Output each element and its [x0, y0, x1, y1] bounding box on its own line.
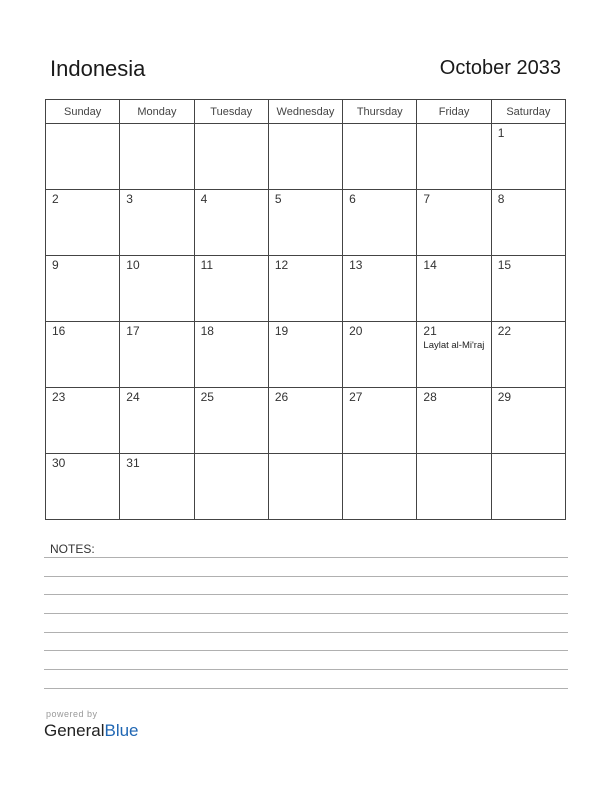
weekday-thursday: Thursday [343, 100, 417, 124]
day-cell [194, 256, 268, 322]
weekday-monday: Monday [120, 100, 194, 124]
day-number: 6 [349, 192, 356, 206]
day-number: 10 [126, 258, 140, 272]
day-number: 13 [349, 258, 363, 272]
note-line [44, 557, 568, 558]
day-number: 14 [423, 258, 437, 272]
day-cell [120, 388, 194, 454]
day-cell [268, 124, 342, 190]
day-cell [46, 388, 120, 454]
country-title: Indonesia [50, 56, 146, 81]
day-number: 5 [274, 192, 282, 206]
day-cell [343, 322, 417, 388]
note-line [44, 613, 568, 614]
day-cell [268, 454, 342, 520]
day-number: 1 [497, 126, 505, 140]
day-number: 16 [52, 324, 66, 338]
day-cell [194, 388, 268, 454]
note-line [44, 594, 568, 595]
day-number: 21 [423, 324, 437, 338]
day-cell [120, 454, 194, 520]
day-number: 7 [423, 192, 431, 206]
day-cell [343, 124, 417, 190]
day-cell [46, 190, 120, 256]
day-number: 30 [52, 456, 66, 470]
day-number: 27 [349, 390, 363, 404]
day-cell [46, 322, 120, 388]
day-cell [491, 256, 565, 322]
note-line [44, 632, 568, 633]
day-number: 28 [423, 390, 437, 404]
day-cell [417, 322, 491, 388]
brand-name-part2: Blue [104, 721, 139, 740]
day-cell [343, 190, 417, 256]
day-number: 20 [349, 324, 363, 338]
day-cell [194, 124, 268, 190]
week-row [46, 322, 566, 388]
week-row [46, 124, 566, 190]
day-number: 15 [497, 258, 512, 272]
day-cell [268, 322, 342, 388]
week-row [46, 454, 566, 520]
day-cell [491, 322, 565, 388]
day-cell [417, 256, 491, 322]
day-number: 9 [52, 258, 59, 272]
month-year-title: October 2033 [439, 57, 561, 79]
notes-label: NOTES: [50, 542, 95, 556]
day-cell [417, 454, 491, 520]
day-number: 29 [497, 390, 512, 404]
day-cell [46, 454, 120, 520]
weekday-tuesday: Tuesday [194, 100, 268, 124]
day-number: 25 [200, 390, 214, 404]
day-number: 24 [126, 390, 140, 404]
day-cell [268, 388, 342, 454]
day-cell [268, 256, 342, 322]
day-cell [417, 190, 491, 256]
powered-by-text: powered by [46, 709, 98, 719]
weekday-sunday: Sunday [46, 100, 120, 124]
day-number: 26 [274, 390, 289, 404]
day-number: 8 [497, 192, 505, 206]
day-number: 12 [274, 258, 289, 272]
day-cell [120, 256, 194, 322]
weekday-friday: Friday [417, 100, 491, 124]
day-number: 2 [52, 192, 59, 206]
note-line [44, 688, 568, 689]
day-number: 17 [126, 324, 140, 338]
week-row [46, 388, 566, 454]
day-cell [120, 190, 194, 256]
day-cell [491, 190, 565, 256]
day-cell [343, 256, 417, 322]
brand-name-part1: General [44, 721, 105, 740]
day-number: 19 [274, 324, 289, 338]
day-cell [491, 454, 565, 520]
day-number: 18 [200, 324, 214, 338]
day-cell [491, 388, 565, 454]
weekday-header-row [46, 100, 566, 124]
day-number: 23 [52, 390, 66, 404]
day-cell [120, 124, 194, 190]
day-cell [268, 190, 342, 256]
day-cell [194, 454, 268, 520]
day-cell [194, 190, 268, 256]
note-line [44, 669, 568, 670]
day-number: 22 [497, 324, 512, 338]
day-number: 3 [126, 192, 133, 206]
day-cell [46, 124, 120, 190]
day-cell [417, 124, 491, 190]
day-cell [120, 322, 194, 388]
weekday-saturday: Saturday [491, 100, 565, 124]
day-cell [343, 388, 417, 454]
day-number: 4 [200, 192, 208, 206]
day-cell [343, 454, 417, 520]
day-cell [46, 256, 120, 322]
day-number: 31 [126, 456, 140, 470]
week-row [46, 190, 566, 256]
note-line [44, 650, 568, 651]
day-cell [417, 388, 491, 454]
note-line [44, 576, 568, 577]
week-row [46, 256, 566, 322]
calendar-grid [45, 99, 566, 520]
weekday-wednesday: Wednesday [268, 100, 342, 124]
day-cell [194, 322, 268, 388]
holiday-label: Laylat al-Mi'raj [423, 340, 485, 351]
day-number: 11 [200, 258, 214, 272]
day-cell [491, 124, 565, 190]
brand-logo [44, 721, 139, 741]
